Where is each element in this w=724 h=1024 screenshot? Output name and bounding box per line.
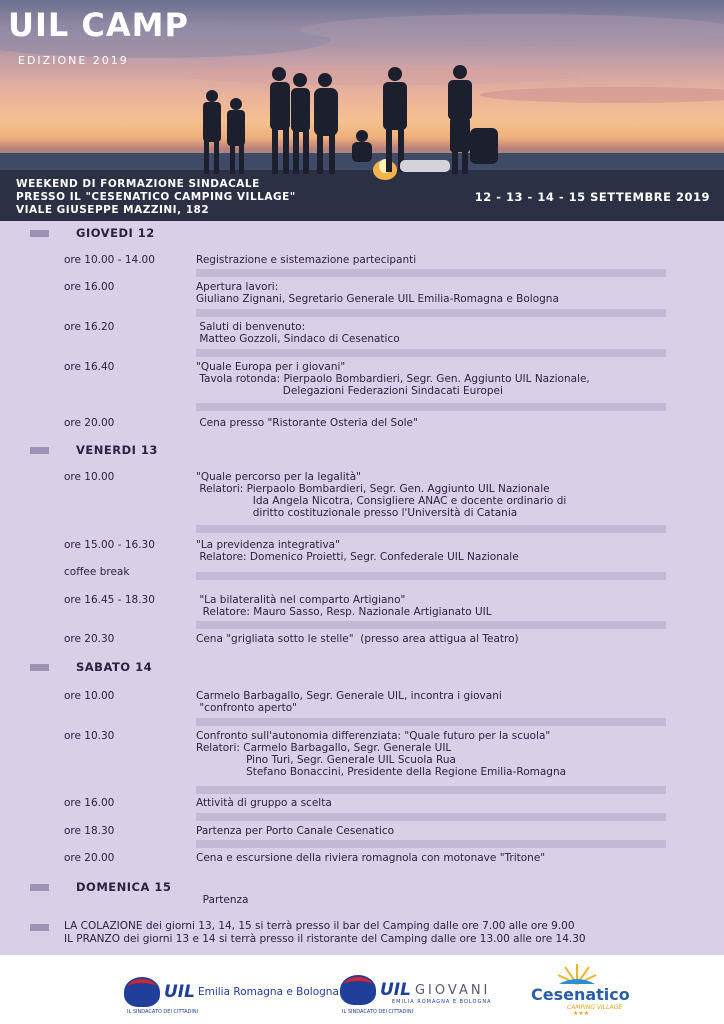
- logo-name: Emilia Romagna e Bologna: [197, 986, 339, 998]
- logo-name: GIOVANI: [414, 982, 491, 998]
- meal-notes: [64, 920, 586, 946]
- event-time: ore 20.00: [64, 417, 115, 429]
- event-line: Stefano Bonaccini, Presidente della Regione Emilia-Romagna: [196, 766, 567, 778]
- event-time: ore 16.00: [64, 797, 115, 809]
- separator: [196, 840, 666, 848]
- separator: [196, 621, 666, 629]
- note-line: IL PRANZO dei giorni 13 e 14 si terrà presso il ristorante del Camping dalle ore 13.00 alle ore 14.30: [64, 933, 586, 945]
- event-time: ore 10.30: [64, 730, 115, 742]
- event-line: Relatori: Carmelo Barbagallo, Segr. Generale UIL: [196, 742, 452, 754]
- bullet-marker: [30, 884, 49, 891]
- event-description: [196, 797, 332, 809]
- day-header: [30, 442, 158, 458]
- event-description: [196, 594, 492, 618]
- event-line: Partenza: [196, 894, 249, 906]
- event-line: "Quale percorso per la legalità": [196, 471, 362, 483]
- event-description: [196, 361, 590, 397]
- day-header: [30, 879, 171, 895]
- bullet-marker: [30, 447, 49, 454]
- event-line: Partenza per Porto Canale Cesenatico: [196, 825, 395, 837]
- logo-subtitle: EMILIA ROMAGNA E BOLOGNA: [392, 999, 492, 1005]
- logo-tagline: IL SINDACATO DEI CITTADINI: [127, 1009, 199, 1015]
- event-line: "La previdenza integrativa": [196, 539, 340, 551]
- day-header: [30, 659, 152, 675]
- day-label: SABATO 14: [76, 660, 153, 674]
- event-description: [196, 852, 545, 864]
- separator: [196, 786, 666, 794]
- event-time: ore 10.00: [64, 471, 115, 483]
- event-line: diritto costituzionale presso l'Università di Catania: [196, 507, 518, 519]
- event-time: ore 10.00: [64, 690, 115, 702]
- event-time: ore 20.00: [64, 852, 115, 864]
- uil-emilia-romagna-logo: [124, 977, 339, 1007]
- event-line: Matteo Gozzoli, Sindaco di Cesenatico: [196, 333, 400, 345]
- event-time: ore 18.30: [64, 825, 115, 837]
- event-line: Relatore: Domenico Proietti, Segr. Confederale UIL Nazionale: [196, 551, 519, 563]
- logo-tagline: IL SINDACATO DEI CITTADINI: [342, 1009, 414, 1015]
- venue-line: WEEKEND DI FORMAZIONE SINDACALE: [16, 178, 260, 190]
- page-title: UIL CAMP: [8, 6, 189, 44]
- day-label: DOMENICA 15: [76, 880, 172, 894]
- logo-mark-text: UIL: [164, 982, 195, 1002]
- event-line: Attività di gruppo a scelta: [196, 797, 332, 809]
- separator: [196, 572, 666, 580]
- event-line: Cena e escursione della riviera romagnola con motonave "Tritone": [196, 852, 546, 864]
- separator: [196, 403, 666, 411]
- cesenatico-logo-name: Cesenatico: [531, 985, 630, 1004]
- event-line: Relatore: Mauro Sasso, Resp. Nazionale Artigianato UIL: [196, 606, 492, 618]
- event-line: Carmelo Barbagallo, Segr. Generale UIL, incontra i giovani: [196, 690, 502, 702]
- separator: [196, 309, 666, 317]
- separator: [196, 349, 666, 357]
- event-time: ore 16.40: [64, 361, 115, 373]
- star-rating-icon: ★★★: [573, 1010, 590, 1017]
- event-line: "confronto aperto": [196, 702, 298, 714]
- event-time: ore 16.20: [64, 321, 115, 333]
- event-time: ore 10.00 - 14.00: [64, 254, 155, 266]
- bullet-marker: [30, 924, 49, 931]
- event-time: ore 16.00: [64, 281, 115, 293]
- event-description: [196, 281, 559, 305]
- event-line: Cena "grigliata sotto le stelle" (presso area attigua al Teatro): [196, 633, 519, 645]
- event-time: ore 15.00 - 16.30: [64, 539, 155, 551]
- bullet-marker: [30, 230, 49, 237]
- venue-info: [16, 178, 296, 217]
- event-line: Pino Turi, Segr. Generale UIL Scuola Rua: [196, 754, 456, 766]
- day-header: [30, 225, 155, 241]
- event-dates: 12 - 13 - 14 - 15 SETTEMBRE 2019: [474, 190, 710, 204]
- separator: [196, 525, 666, 533]
- event-line: Registrazione e sistemazione partecipanti: [196, 254, 417, 266]
- event-description: [196, 471, 566, 519]
- logo-mark-text: UIL: [380, 980, 411, 1000]
- event-line: Apertura lavori:: [196, 281, 279, 293]
- event-line: Relatori: Pierpaolo Bombardieri, Segr. Gen. Aggiunto UIL Nazionale: [196, 483, 550, 495]
- venue-line: PRESSO IL "CESENATICO CAMPING VILLAGE": [16, 191, 296, 203]
- separator: [196, 718, 666, 726]
- event-description: [196, 825, 394, 837]
- event-line: Confronto sull'autonomia differenziata: "Quale futuro per la scuola": [196, 730, 551, 742]
- uil-mark-icon: [124, 977, 160, 1007]
- hero-banner: [0, 0, 724, 221]
- event-line: Giuliano Zignani, Segretario Generale UIL Emilia-Romagna e Bologna: [196, 293, 559, 305]
- bullet-marker: [30, 664, 49, 671]
- event-time: ore 16.45 - 18.30: [64, 594, 155, 606]
- event-time: ore 20.30: [64, 633, 115, 645]
- event-description: [196, 254, 416, 266]
- event-description: [196, 894, 248, 906]
- event-description: [196, 633, 519, 645]
- separator: [196, 813, 666, 821]
- cesenatico-logo-sub: CAMPING VILLAGE: [567, 1004, 623, 1011]
- coffee-break-label: coffee break: [64, 566, 130, 578]
- event-description: [196, 730, 566, 778]
- event-description: [196, 539, 519, 563]
- separator: [196, 269, 666, 277]
- note-line: LA COLAZIONE dei giorni 13, 14, 15 si terrà presso il bar del Camping dalle ore 7.00 alle ore 9.00: [64, 920, 575, 932]
- event-line: "La bilateralità nel comparto Artigiano": [196, 594, 406, 606]
- event-description: [196, 690, 502, 714]
- event-line: Delegazioni Federazioni Sindacati Europei: [196, 385, 503, 397]
- event-description: [196, 417, 418, 429]
- program-schedule: [0, 221, 724, 955]
- venue-line: VIALE GIUSEPPE MAZZINI, 182: [16, 204, 210, 216]
- day-label: VENERDI 13: [76, 443, 158, 457]
- edition-label: EDIZIONE 2019: [18, 54, 129, 67]
- event-line: Saluti di benvenuto:: [196, 321, 306, 333]
- uil-mark-icon: [340, 975, 376, 1005]
- event-line: Tavola rotonda: Pierpaolo Bombardieri, Segr. Gen. Aggiunto UIL Nazionale,: [196, 373, 590, 385]
- day-label: GIOVEDI 12: [76, 226, 155, 240]
- event-line: Ida Angela Nicotra, Consigliere ANAC e docente ordinario di: [196, 495, 567, 507]
- event-description: [196, 321, 400, 345]
- event-line: "Quale Europa per i giovani": [196, 361, 346, 373]
- event-line: Cena presso "Ristorante Osteria del Sole": [196, 417, 418, 429]
- sun-icon: [555, 962, 599, 986]
